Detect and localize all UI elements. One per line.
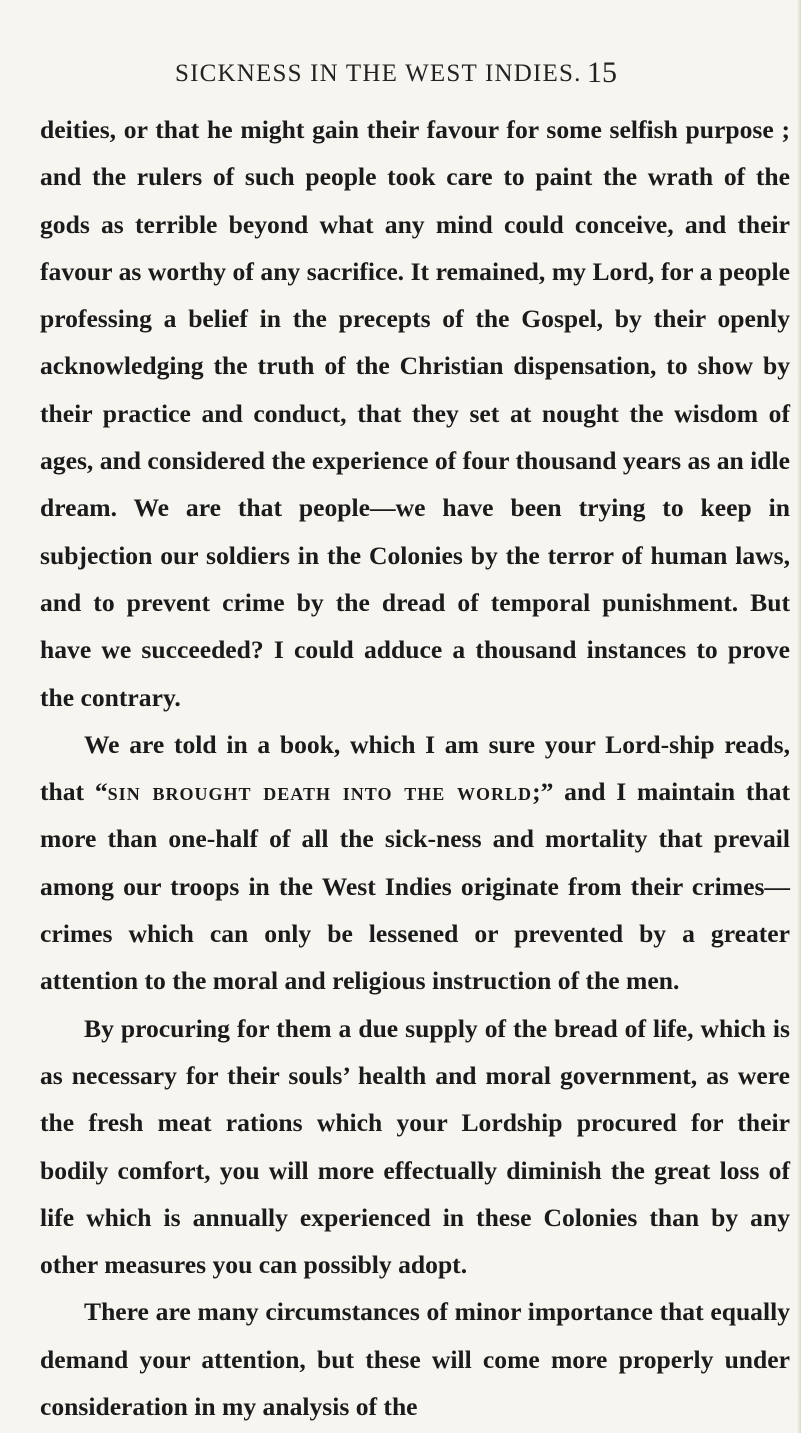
body-text — [40, 106, 790, 1430]
paragraph-4: There are many circumstances of minor importance that equally demand your attention, but these will come more properly under consideration in my analysis of the — [40, 1297, 790, 1422]
paragraph-2-before: We are told in a book, which I am sure your Lord-ship reads, that “ — [40, 729, 790, 807]
running-head — [40, 56, 790, 96]
paragraph-1: deities, or that he might gain their favour for some selfish purpose ; and the rulers of such people took care to paint the wrath of the gods as terrible beyond what any mind could conceive, and their favour as worthy of any sacrifice. It remained, my Lord, for a people professing a belief in the precepts of the Gospel, by their openly acknowledging the truth of the Christian dispensation, to show by their practice and conduct, that they set at nought the wisdom of ages, and considered the experience of four thousand years as an idle dream. We are that people—we have been trying to keep in subjection our soldiers in the Colonies by the terror of human laws, and to prevent crime by the dread of temporal punishment. But have we succeeded? I could adduce a thousand instances to prove the contrary. — [40, 115, 790, 712]
page-number: 15 — [587, 56, 617, 89]
quoted-phrase: sin brought death into the world — [107, 777, 533, 807]
paragraph-2 — [40, 721, 790, 1005]
page-edge-shadow — [797, 0, 801, 1433]
running-title: SICKNESS IN THE WEST INDIES. — [175, 60, 582, 87]
paragraph-2-after: ;” and I maintain that more than one-half of all the sick-ness and mortality that prevail among our troops in the West Indies originate from their crimes—crimes which can only be lessened or prevented by a greater attention to the moral and religious instruction of the men. — [40, 777, 790, 996]
paragraph-3: By procuring for them a due supply of the bread of life, which is as necessary for their souls’ health and moral government, as were the fresh meat rations which your Lordship procured for their bodily comfort, you will more effectually diminish the great loss of life which is annually experienced in these Colonies than by any other measures you can possibly adopt. — [40, 1013, 790, 1280]
